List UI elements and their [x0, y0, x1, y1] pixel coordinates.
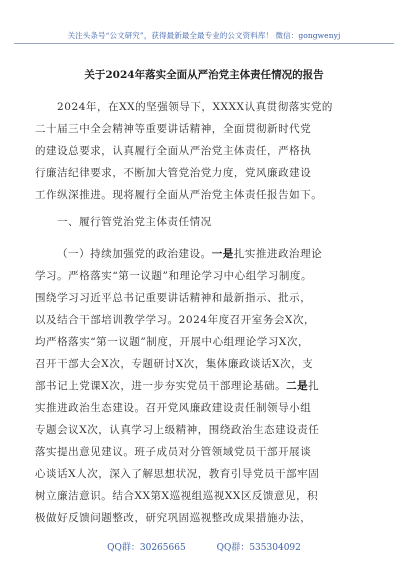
body-line: 学习。严格落实“第一议题”和理论学习中心组学习制度。 [35, 270, 313, 282]
footer-qq-group-1: QQ群：30265665 [107, 543, 186, 553]
body-line: 实推进政治生态建设。召开党风廉政建设责任制领导小组 [35, 402, 312, 414]
intro-line: 工作纵深推进。现将履行全面从严治党主体责任报告如下。 [35, 189, 323, 201]
intro-line: 的建设总要求，认真履行全面从严治党主体责任，严格执 [35, 145, 312, 157]
intro-line: 行廉洁纪律要求，不断加大管党治党力度，党风廉政建设 [35, 167, 312, 179]
body-line: 均严格落实“第一议题”制度，开展中心组理论学习X次， [35, 336, 310, 348]
body-line: 召开干部大会X次，专题研讨X次，集体廉政谈话X次，支 [35, 358, 314, 370]
body-line: 心谈话X人次，深入了解思想状况，教育引导党员干部牢固 [35, 468, 320, 480]
footer [0, 540, 408, 553]
footer-qq-group-2: QQ群：535304092 [216, 543, 301, 553]
intro-line: 2024年，在XX的坚强领导下，XXXX认真贯彻落实党的 [57, 101, 333, 113]
intro-line: 二十届三中全会精神等重要讲话精神，全面贯彻新时代党 [35, 123, 312, 135]
body-line: （一）持续加强党的政治建设。一是扎实推进政治理论 [57, 248, 323, 260]
section-heading: 一、履行管党治党主体责任情况 [57, 216, 212, 228]
body-line: 专题会议X次，认真学习上级精神，围绕政治生态建设责任 [35, 424, 320, 436]
document-title: 关于2024年落实全面从严治党主体责任情况的报告 [84, 69, 324, 81]
body-line: 极做好反馈问题整改，研究巩固巡视整改成果措施办法， [35, 512, 312, 524]
body-line: 以及结合干部培训教学学习。2024年度召开室务会X次， [35, 314, 316, 326]
header-banner: 关注头条号“公文研究”，获得最新最全最专业的公文资料库！ 微信：gongwenyj [67, 31, 341, 40]
body-line: 落实提出意见建议。班子成员对分管领域党员干部开展谈 [35, 446, 312, 458]
body-line: 围绕学习习近平总书记重要讲话精神和最新指示、批示， [35, 292, 312, 304]
body-line: 部书记上党课X次，进一步夯实党员干部理论基础。二是扎 [35, 380, 320, 392]
header-divider [14, 43, 394, 44]
body-line: 树立廉洁意识。结合XX第X巡视组巡视XX区反馈意见，积 [35, 490, 319, 502]
